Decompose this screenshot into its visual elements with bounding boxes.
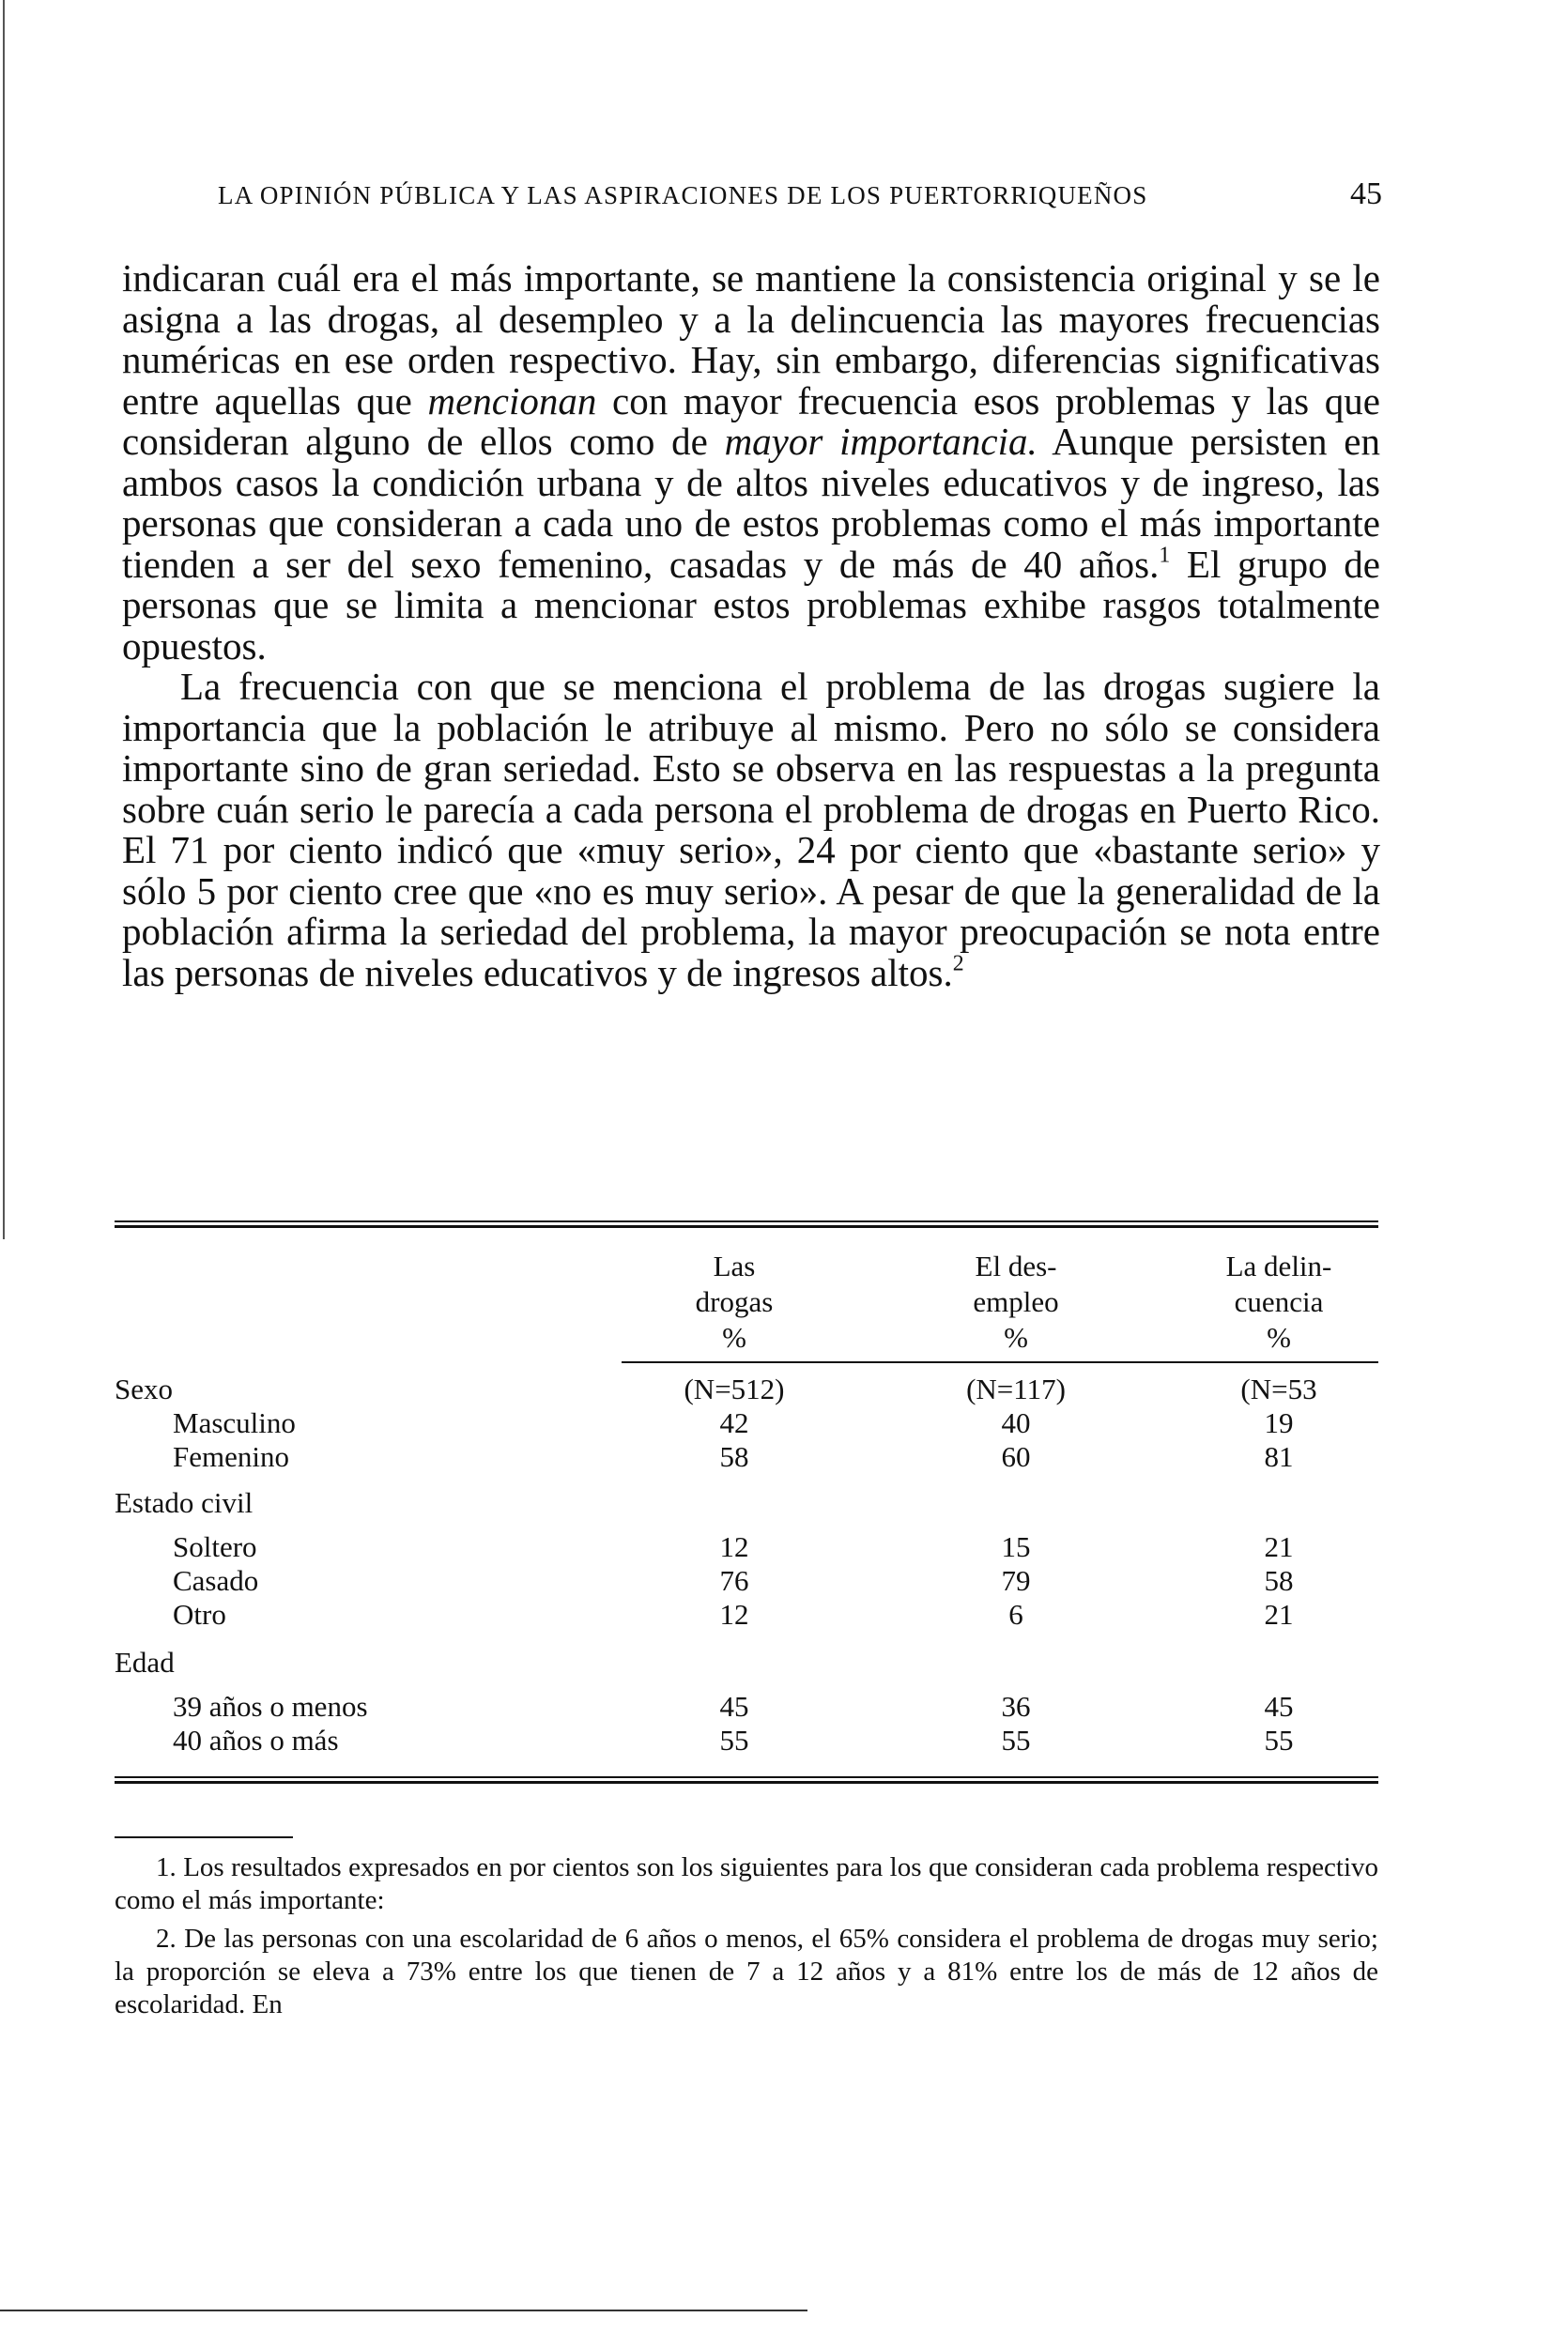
row-label: Masculino [173,1406,296,1439]
table-cell: 45 [1264,1690,1294,1723]
column-header-line: empleo [973,1285,1059,1318]
column-header-line: La delin- [1225,1250,1332,1282]
body-text [122,258,1380,993]
emphasis-mencionan: mencionan [427,378,597,422]
group-label: Sexo [115,1373,173,1405]
column-header-line: cuencia [1234,1285,1324,1318]
running-header [218,177,1382,223]
paragraph-2-text: La frecuencia con que se menciona el problema de las drogas sugiere la importancia que la población le atribuye al mismo. Pero no sólo se considera importante sino de gran seriedad. Esto se observa en las respuestas a la pregunta sobre cuán serio le parecía a cada persona el problema de drogas en Puerto Rico. El 71 por ciento indicó que «muy serio», 24 por ciento que «bastante serio» y sólo 5 por ciento cree que «no es muy serio». A pesar de que la generalidad de la población afirma la seriedad del problema, la mayor preocupación se nota entre las personas de niveles educativos y de ingresos altos. [122,665,1380,994]
table-bottom-rule [115,1776,1378,1778]
row-label: Soltero [173,1530,257,1563]
n-value: (N=512) [684,1373,785,1405]
column-header-line: % [1004,1321,1028,1354]
table-cell: 81 [1264,1440,1294,1473]
table-cell: 55 [1001,1724,1031,1757]
table-cell: 21 [1264,1530,1294,1563]
table-row [115,1406,1378,1440]
table-row [115,1530,1378,1564]
table-row-edad [115,1646,1378,1680]
table-cell: 12 [719,1598,749,1631]
table-cell: 45 [719,1690,749,1723]
table-row-sexo [115,1373,1378,1406]
table-cell: 19 [1264,1406,1294,1439]
table-row [115,1564,1378,1598]
table-cell: 12 [719,1530,749,1563]
emphasis-mayor-importancia: mayor importancia. [724,420,1038,463]
table-cell: 40 [1001,1406,1031,1439]
table-cell: 58 [1264,1564,1294,1597]
row-label: Casado [173,1564,259,1597]
group-label: Edad [115,1646,175,1679]
group-label: Estado civil [115,1486,254,1519]
row-label: 39 años o menos [173,1690,368,1723]
table-header [115,1228,1378,1361]
row-label: Otro [173,1598,226,1631]
row-label: Femenino [173,1440,289,1473]
table-row [115,1598,1378,1632]
page-number: 45 [1350,177,1382,211]
table-cell: 55 [719,1724,749,1757]
running-title: LA OPINIÓN PÚBLICA Y LAS ASPIRACIONES DE LOS PUERTORRIQUEÑOS [218,181,1148,209]
footnote-ref-2: 2 [952,950,964,975]
table-cell: 55 [1264,1724,1294,1757]
table-cell: 15 [1001,1530,1031,1563]
table-body [115,1363,1378,1776]
n-value: (N=117) [966,1373,1066,1405]
table-cell: 79 [1001,1564,1031,1597]
column-header-line: El des- [975,1250,1057,1282]
table-row [115,1724,1378,1757]
table-cell: 76 [719,1564,749,1597]
table-cell: 21 [1264,1598,1294,1631]
n-value: (N=53 [1240,1373,1317,1405]
table-bottom-rule-thick [115,1781,1378,1784]
footnote-ref-1: 1 [1159,542,1171,567]
table-cell: 6 [1008,1598,1023,1631]
footnotes [115,1851,1378,2027]
paragraph-1-part-b: con mayor frecuencia esos problemas y las que consideran alguno de ellos como de [122,378,1381,463]
footnote-1: 1. Los resultados expresados en por cientos son los siguientes para los que consideran cada problema respectivo como el más importante: [115,1852,1378,1915]
paragraph-1-part-c: Aunque persisten en ambos casos la condición urbana y de altos niveles educativos y de ingreso, las personas que consideran a cada uno de estos problemas como el más importante tienden a ser del sexo femenino, casadas y de más de 40 años. [122,420,1381,586]
footnote-separator [115,1836,293,1838]
column-header-line: drogas [695,1285,774,1318]
table-cell: 60 [1001,1440,1031,1473]
table-row [115,1690,1378,1724]
table-top-rule [115,1220,1378,1222]
row-label: 40 años o más [173,1724,339,1757]
scan-bottom-edge-line [0,2310,807,2311]
column-header-line: Las [713,1250,756,1282]
data-table [115,1220,1378,1784]
scan-left-edge-line [3,0,5,1239]
table-cell: 58 [719,1440,749,1473]
column-header-line: % [1267,1321,1291,1354]
paragraph-1 [122,258,1380,667]
column-header-delincuencia [1171,1249,1387,1356]
footnote-2: 2. De las personas con una escolaridad de 6 años o menos, el 65% considera el problema de drogas muy serio; la proporción se eleva a 73% entre los que tienen de 7 a 12 años y a 81% entre los de más de 12 años de escolaridad. En [115,1924,1378,2019]
table-row-estado-civil [115,1486,1378,1520]
paragraph-1-part-d: El grupo de personas que se limita a mencionar estos problemas exhibe rasgos totalmente opuestos. [122,542,1380,668]
table-cell: 42 [719,1406,749,1439]
table-cell: 36 [1001,1690,1031,1723]
table-row [115,1440,1378,1474]
column-header-line: % [722,1321,746,1354]
column-header-drogas [626,1249,842,1356]
paragraph-1-part-a: indicaran cuál era el más importante, se mantiene la consistencia original y se le asigna a las drogas, al desempleo y a la delincuencia las mayores frecuencias numéricas en ese orden respectivo. Hay, sin embargo, diferencias significativas entre aquellas que [122,256,1380,422]
paragraph-2 [122,667,1380,993]
column-header-desempleo [908,1249,1124,1356]
